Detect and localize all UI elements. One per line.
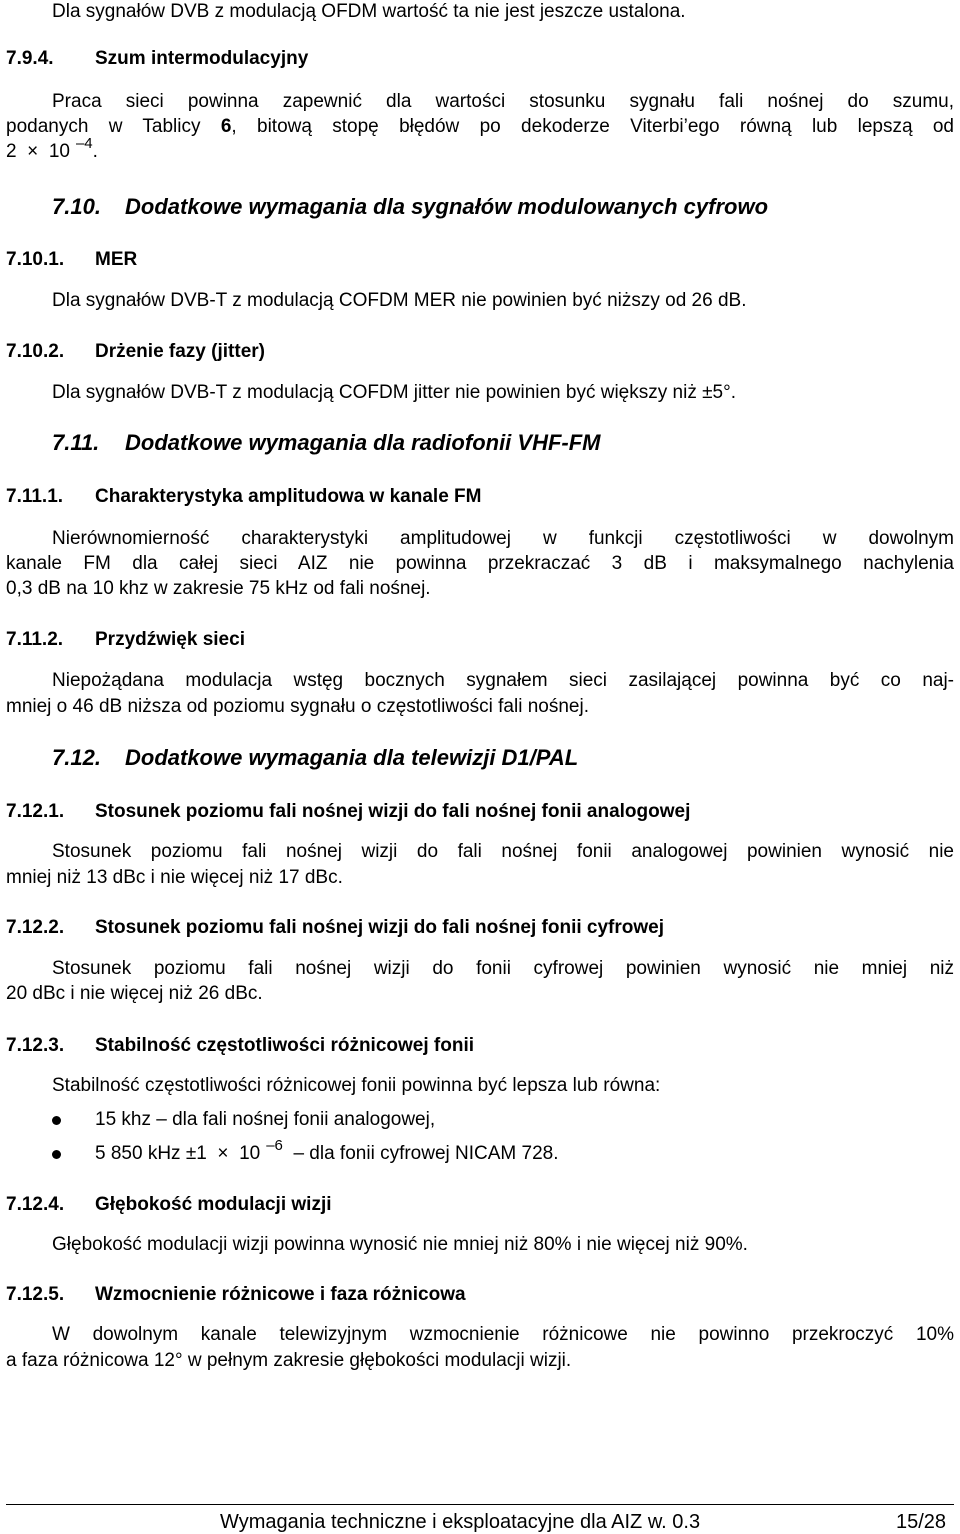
section-number: 7.12.4. — [6, 1194, 65, 1215]
paragraph-line: Głębokość modulacji wizji powinna wynosić nie mniej niż 80% i nie więcej niż 90%. — [52, 1234, 748, 1255]
section-title: Wzmocnienie różnicowe i faza różnicowa — [95, 1284, 466, 1305]
paragraph-line: W dowolnym kanale telewizyjnym wzmocnienie różnicowe nie powinno przekroczyć 10% — [52, 1324, 954, 1345]
footer-title: Wymagania techniczne i eksploatacyjne dla AIZ w. 0.3 — [220, 1511, 701, 1533]
section-number: 7.9.4. — [6, 48, 54, 69]
section-title: Przydźwięk sieci — [95, 629, 245, 650]
paragraph-line: Stabilność częstotliwości różnicowej fonii powinna być lepsza lub równa: — [52, 1075, 661, 1096]
section-number: 7.12.3. — [6, 1035, 65, 1056]
section-number: 7.10. — [52, 194, 101, 219]
section-title: Drżenie fazy (jitter) — [95, 341, 265, 362]
section-number: 7.12.2. — [6, 917, 65, 938]
section-title: MER — [95, 249, 138, 270]
bullet-dot — [52, 1150, 61, 1159]
section-title: Dodatkowe wymagania dla radiofonii VHF-FM — [125, 430, 601, 455]
section-number: 7.10.1. — [6, 249, 65, 270]
paragraph-line: Dla sygnałów DVB-T z modulacją COFDM MER nie powinien być niższy od 26 dB. — [52, 290, 747, 311]
section-title: Dodatkowe wymagania dla sygnałów modulowanych cyfrowo — [125, 194, 769, 219]
section-number: 7.11.2. — [6, 629, 64, 650]
list-item: 15 khz – dla fali nośnej fonii analogowej, — [95, 1109, 436, 1130]
paragraph-line: podanych w Tablicy 6, bitową stopę błędów po dekoderze Viterbi’ego równą lub lepszą od — [6, 116, 955, 137]
section-title: Charakterystyka amplitudowa w kanale FM — [95, 486, 482, 507]
paragraph-line: mniej niż 13 dBc i nie więcej niż 17 dBc. — [6, 867, 343, 888]
times-symbol: × — [217, 1143, 229, 1164]
paragraph-line: mniej o 46 dB niższa od poziomu sygnału o częstotliwości fali nośnej. — [6, 696, 589, 717]
section-title: Głębokość modulacji wizji — [95, 1194, 332, 1215]
paragraph-line: Dla sygnałów DVB-T z modulacją COFDM jitter nie powinien być większy niż ±5°. — [52, 382, 736, 403]
paragraph-line: Niepożądana modulacja wstęg bocznych sygnałem sieci zasilającej powinna być co naj- — [52, 670, 954, 691]
paragraph-line: Praca sieci powinna zapewnić dla wartości stosunku sygnału fali nośnej do szumu, — [52, 91, 954, 112]
paragraph-line: Stosunek poziomu fali nośnej wizji do fali nośnej fonii analogowej powinien wynosić nie — [52, 841, 954, 862]
paragraph-line: 20 dBc i nie więcej niż 26 dBc. — [6, 983, 263, 1004]
paragraph-line: Nierównomierność charakterystyki amplitudowej w funkcji częstotliwości w dowolnym — [52, 528, 954, 549]
section-number: 7.12.5. — [6, 1284, 65, 1305]
list-item: 5 850 kHz ±1 × 10 $^{-6}$ – dla fonii cyfrowej NICAM 728. — [95, 1137, 559, 1164]
section-number: 7.12.1. — [6, 801, 65, 822]
footer-divider — [6, 1504, 954, 1505]
section-number: 7.11. — [52, 430, 100, 455]
paragraph-line: kanale FM dla całej sieci AIZ nie powinna przekraczać 3 dB i maksymalnego nachylenia — [6, 553, 954, 574]
section-title: Stabilność częstotliwości różnicowej fonii — [95, 1035, 475, 1056]
section-title: Szum intermodulacyjny — [95, 48, 309, 69]
paragraph-line: a faza różnicowa 12° w pełnym zakresie głębokości modulacji wizji. — [6, 1350, 572, 1371]
page-number: 15/28 — [896, 1511, 947, 1533]
formula-line: 2 × 10 $^{-4}$. — [6, 135, 98, 162]
paragraph-line: 0,3 dB na 10 khz w zakresie 75 kHz od fali nośnej. — [6, 578, 431, 599]
section-number: 7.12. — [52, 745, 101, 770]
section-number: 7.10.2. — [6, 341, 65, 362]
paragraph-line: Stosunek poziomu fali nośnej wizji do fonii cyfrowej powinien wynosić nie mniej niż — [52, 958, 954, 979]
intro-line: Dla sygnałów DVB z modulacją OFDM wartość ta nie jest jeszcze ustalona. — [52, 1, 686, 22]
section-number: 7.11.1. — [6, 486, 64, 507]
times-symbol: × — [27, 141, 39, 162]
section-title: Stosunek poziomu fali nośnej wizji do fali nośnej fonii analogowej — [95, 801, 691, 822]
bullet-dot — [52, 1116, 61, 1125]
section-title: Stosunek poziomu fali nośnej wizji do fali nośnej fonii cyfrowej — [95, 917, 664, 938]
section-title: Dodatkowe wymagania dla telewizji D1/PAL — [125, 745, 579, 770]
